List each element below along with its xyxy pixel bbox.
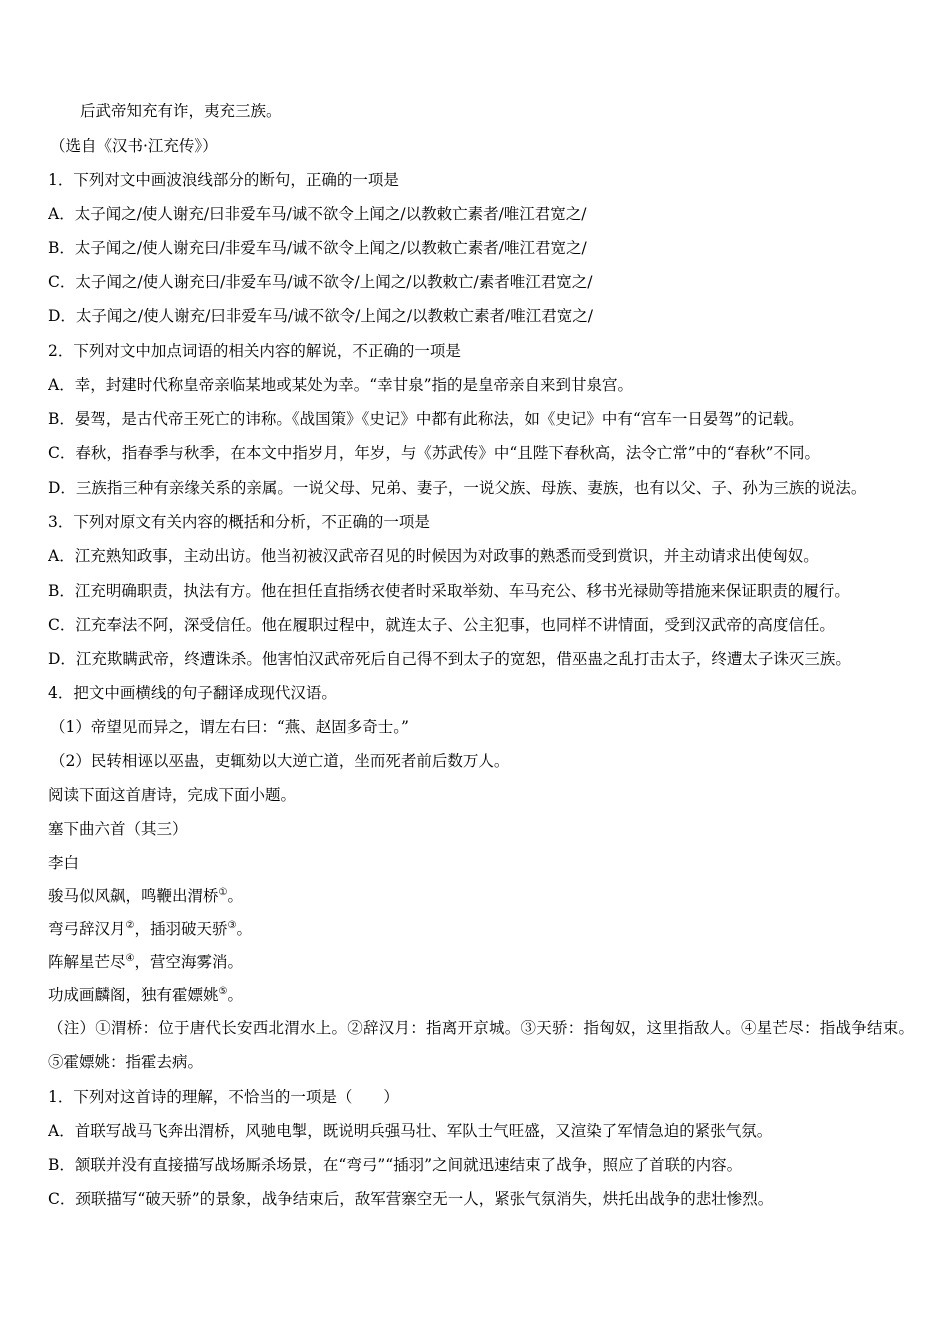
option-c: C．春秋，指春季与秋季，在本文中指岁月，年岁，与《苏武传》中“且陛下春秋高，法令亡常”中的“春秋”不同。 <box>48 444 821 462</box>
option-b: B．晏驾，是古代帝王死亡的讳称。《战国策》《史记》中都有此称法，如《史记》中有“宫车一日晏驾”的记载。 <box>48 410 804 428</box>
option-a: A．首联写战马飞奔出渭桥，风驰电掣，既说明兵强马壮、军队士气旺盛，又渲染了军情急迫的紧张气氛。 <box>48 1122 773 1140</box>
question-stem: 2．下列对文中加点词语的相关内容的解说，不正确的一项是 <box>48 342 461 360</box>
option-c: C．江充奉法不阿，深受信任。他在履职过程中，就连太子、公主犯事，也同样不讲情面，受到汉武帝的高度信任。 <box>48 616 835 634</box>
poem-line: 弯弓辞汉月②，插羽破天骄③。 <box>48 919 252 938</box>
question-stem: 1．下列对文中画波浪线部分的断句，正确的一项是 <box>48 171 399 189</box>
option-b: B．太子闻之/使人谢充曰/非爱车马/诚不欲令上闻之/以教敕亡素者/唯江君宽之/ <box>48 239 587 257</box>
question-stem: 1．下列对这首诗的理解，不恰当的一项是（ ） <box>48 1088 399 1106</box>
passage-ending: 后武帝知充有诈，夷充三族。 <box>80 102 282 120</box>
poem-annotation: （注）①渭桥：位于唐代长安西北渭水上。②辞汉月：指离开京城。③天骄：指匈奴，这里指敌人。④星芒尽：指战争结束。⑤霍嫖姚：指霍去病。 <box>48 1019 914 1071</box>
question-stem: 4．把文中画横线的句子翻译成现代汉语。 <box>48 684 337 702</box>
question-stem: 3．下列对原文有关内容的概括和分析，不正确的一项是 <box>48 513 430 531</box>
option-b: B．颔联并没有直接描写战场厮杀场景，在“弯弓”“插羽”之间就迅速结束了战争，照应了首联的内容。 <box>48 1156 743 1174</box>
option-d: D．太子闻之/使人谢充/曰非爱车马/诚不欲令/上闻之/以教敕亡素者/唯江君宽之/ <box>48 307 593 325</box>
option-b: B．江充明确职责，执法有方。他在担任直指绣衣使者时采取举劾、车马充公、移书光禄勋等措施来保证职责的履行。 <box>48 582 850 600</box>
poem-intro: 阅读下面这首唐诗，完成下面小题。 <box>48 786 297 804</box>
poem-title: 塞下曲六首（其三） <box>48 820 188 838</box>
option-c: C．太子闻之/使人谢充曰/非爱车马/诚不欲令/上闻之/以教敕亡/素者唯江君宽之/ <box>48 273 593 291</box>
option-d: D．江充欺瞒武帝，终遭诛杀。他害怕汉武帝死后自己得不到太子的宽恕，借巫蛊之乱打击太子，终遭太子诛灭三族。 <box>48 650 851 668</box>
option-d: D．三族指三种有亲缘关系的亲属。一说父母、兄弟、妻子，一说父族、母族、妻族，也有以父、子、孙为三族的说法。 <box>48 479 867 497</box>
poem-line: 阵解星芒尽④，营空海雾消。 <box>48 952 243 971</box>
option-a: A．江充熟知政事，主动出访。他当初被汉武帝召见的时候因为对政事的熟悉而受到赏识，并主动请求出使匈奴。 <box>48 547 819 565</box>
poem-author: 李白 <box>48 854 80 872</box>
passage-source: （选自《汉书·江充传》） <box>50 137 218 155</box>
poem-line: 功成画麟阁，独有霍嫖姚⑤。 <box>48 985 243 1004</box>
option-a: A．太子闻之/使人谢充/曰非爱车马/诚不欲令上闻之/以教敕亡素者/唯江君宽之/ <box>48 205 587 223</box>
option-a: A．幸，封建时代称皇帝亲临某地或某处为幸。“幸甘泉”指的是皇帝亲自来到甘泉宫。 <box>48 376 634 394</box>
poem-line: 骏马似风飙，鸣鞭出渭桥①。 <box>48 886 243 905</box>
translation-sentence-2: （2）民转相诬以巫蛊，吏辄劾以大逆亡道，坐而死者前后数万人。 <box>50 752 510 770</box>
option-c: C．颈联描写“破天骄”的景象，战争结束后，敌军营寨空无一人，紧张气氛消失，烘托出战争的悲壮惨烈。 <box>48 1190 774 1208</box>
translation-sentence-1: （1）帝望见而异之，谓左右曰：“燕、赵固多奇士。” <box>50 718 409 736</box>
